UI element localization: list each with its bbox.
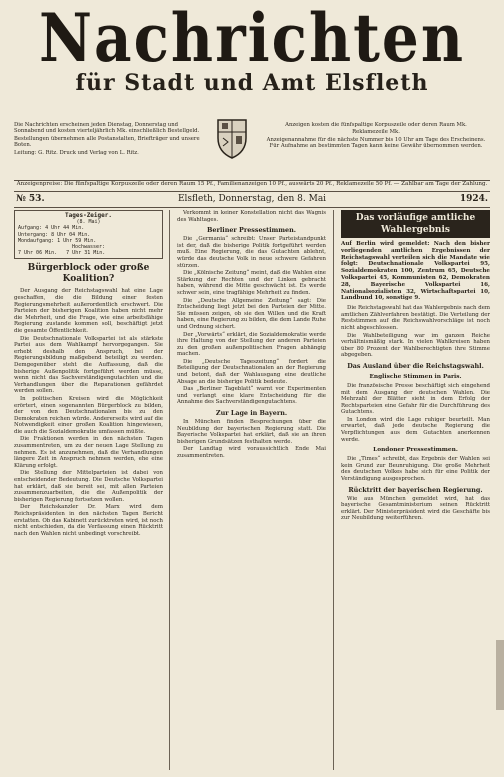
article-paragraph: Die „Deutsche Allgemeine Zeitung“ sagt: Die Entscheidung liegt jetzt bei den Parteien der Mitte. Sie müssen zeigen, ob sie den Willen und die Kraft haben, eine Regierung zu bilden, die dem Lande Ruhe und Ordnung sichert. bbox=[177, 297, 326, 330]
info-right-line: Anzeigen kosten die fünfspaltige Korpuszeile oder deren Raum Mk. bbox=[285, 122, 467, 128]
article-paragraph: Die Stellung der Mittelparteien ist dabei von entscheidender Bedeutung. Die Deutsche Volkspartei hat erklärt, daß sie bereit sei, mit allen Parteien zusammenzuarbeiten, die die Außenpolitik der bisherigen Regierung fortsetzen wollen. bbox=[14, 470, 163, 503]
article-paragraph: Der Ausgang der Reichstagswahl hat eine Lage geschaffen, die die Bildung einer festen Regierungsmehrheit außerordentlich erschwert. Die Parteien der bisherigen Koalition haben nicht mehr die Mehrheit, und die Frage, wie eine arbeitsfähige Regierung zustande kommen soll, beschäftigt jetzt die gesamte Öffentlichkeit. bbox=[14, 288, 163, 334]
advertising-info bbox=[263, 122, 489, 151]
tageszeiger-line: Aufgang: 4 Uhr 44 Min. bbox=[18, 225, 85, 232]
masthead bbox=[0, 0, 504, 118]
newspaper-subtitle: für Stadt und Amt Elsfleth bbox=[75, 70, 429, 96]
article-paragraph: In politischen Kreisen wird die Möglichkeit erörtert, einen sogenannten Bürgerblock zu bilden, der von den Deutschnationalen bis zu den Demokraten reichen würde. Andererseits wird auf die Notwendigkeit einer großen Koalition hingewiesen, die auch die Sozialdemokratie umfassen müßte. bbox=[14, 395, 163, 435]
coat-of-arms-icon bbox=[214, 116, 250, 160]
column-divider bbox=[333, 210, 334, 770]
article-headline: Das Ausland über die Reichstagswahl. bbox=[347, 361, 484, 370]
article-paragraph: Die „Deutsche Tageszeitung“ fordert die Beteiligung der Deutschnationalen an der Regierung und betont, daß der Wahlausgang eine deutliche Absage an die bisherige Politik bedeute. bbox=[177, 358, 326, 385]
article-subheadline: Englische Stimmen in Paris. bbox=[369, 373, 462, 380]
issue-year: 1924. bbox=[459, 194, 488, 204]
column-2 bbox=[177, 210, 326, 770]
ad-price-line: Anzeigenpreise: Die fünfspaltige Korpuszeile oder deren Raum 15 Pf., Familienanzeigen 10 Pf., auswärts 20 Pf., Reklamezeile 50 Pf. — Zahlbar am Tage der Zahlung. bbox=[14, 180, 490, 188]
dateline bbox=[14, 191, 490, 208]
article-paragraph: Die Wahlbeteiligung war im ganzen Reiche verhältnismäßig stark. In vielen Wahlkreisen haben über 80 Prozent der Wahlberechtigten ihre Stimme abgegeben. bbox=[341, 332, 490, 359]
archive-stamp bbox=[496, 640, 504, 710]
tageszeiger-line: Hochwasser: bbox=[71, 244, 106, 251]
info-right-line: Reklamezeile Mk. bbox=[352, 129, 400, 136]
column-3 bbox=[341, 210, 490, 770]
issue-number: № 53. bbox=[16, 194, 45, 204]
info-left-line: Leitung: G. Ritz. Druck und Verlag von L. Ritz. bbox=[14, 149, 139, 156]
article-paragraph: Die „Times“ schreibt, das Ergebnis der Wahlen sei kein Grund zur Beunruhigung. Die große Mehrheit des deutschen Volkes habe sich für eine Politik der Verständigung ausgesprochen. bbox=[341, 456, 490, 483]
tageszeiger-title: Tages-Zeiger. bbox=[65, 212, 112, 219]
article-headline: Berliner Pressestimmen. bbox=[207, 226, 296, 235]
article-paragraph: Die Fraktionen werden in den nächsten Tagen zusammentreten, um zu der neuen Lage Stellung zu nehmen. Es ist anzunehmen, daß die Verhandlungen längere Zeit in Anspruch nehmen werden, ehe eine Klärung erfolgt. bbox=[14, 436, 163, 469]
article-paragraph: Der Landtag wird voraussichtlich Ende Mai zusammentreten. bbox=[177, 446, 326, 459]
article-paragraph: Die Reichstagswahl hat das Wahlergebnis nach dem amtlichen Zählverfahren bestätigt. Die Verteilung der Reststimmen auf die Reichswahlvorschläge ist noch nicht abgeschlossen. bbox=[341, 305, 490, 331]
article-paragraph: Das „Berliner Tageblatt“ warnt vor Experimenten und verlangt eine klare Entscheidung für die Annahme des Sachverständigengutachtens. bbox=[177, 386, 326, 406]
article-paragraph: In London wird die Lage ruhiger beurteilt. Man erwartet, daß jede deutsche Regierung die Verpflichtungen aus dem Gutachten anerkennen werde. bbox=[341, 416, 490, 443]
election-result-headline: Das vorläufige amtliche Wahlergebnis bbox=[341, 210, 490, 238]
article-paragraph: Der „Vorwärts“ erklärt, die Sozialdemokratie werde ihre Haltung von der Stellung der anderen Parteien zu den großen außenpolitischen Fragen abhängig machen. bbox=[177, 331, 326, 358]
place-date: Elsfleth, Donnerstag, den 8. Mai bbox=[177, 194, 327, 204]
article-paragraph: Wie aus München gemeldet wird, hat das bayerische Gesamtministerium seinen Rücktritt erklärt. Der Ministerpräsident wird die Geschäfte bis zur Neubildung weiterführen. bbox=[341, 495, 490, 522]
article-headline: Rücktritt der bayerischen Regierung. bbox=[348, 485, 483, 494]
subscription-info bbox=[14, 122, 204, 157]
article-headline: Zur Lage in Bayern. bbox=[215, 409, 288, 418]
article-headline: Bürgerblock oder große Koalition? bbox=[27, 263, 150, 285]
column-divider bbox=[169, 210, 170, 770]
article-subheadline: Londoner Pressestimmen. bbox=[373, 447, 458, 454]
tageszeiger-line: Untergang: 8 Uhr 04 Min. bbox=[18, 231, 91, 238]
article-paragraph: Die französische Presse beschäftigt sich eingehend mit dem Ausgang der deutschen Wahlen. Die Mehrzahl der Blätter sieht in dem Erfolg der Rechtsparteien eine Gefahr für die Durchführung des Gutachtens. bbox=[341, 382, 490, 416]
article-intro: Verkommt in keiner Konstellation nicht das Wagnis des Wahltages. bbox=[177, 210, 326, 223]
election-result-lead: Auf Berlin wird gemeldet: Nach den bisher vorliegenden amtlichen Ergebnissen der Reichstagswahl verteilen sich die Mandate wie folgt: Deutschnationale Volkspartei 95, Sozialdemokraten 100, Zentrum 65, Deutsche Volkspartei 45, Kommunisten 62, Demokraten 28, Bayerische Volkspartei 16, Nationalsozialisten 32, Wirtschaftspartei 10, Landbund 10, sonstige 9. bbox=[341, 241, 490, 302]
tageszeiger-line: Mondaufgang: 1 Uhr 59 Min. bbox=[18, 237, 97, 244]
tageszeiger-line: 7 Uhr 06 Min. 7 Uhr 31 Min. bbox=[18, 250, 106, 257]
article-paragraph: Der Reichskanzler Dr. Marx wird dem Reichspräsidenten in den nächsten Tagen Bericht erstatten. Ob das Kabinett zurücktreten wird, ist noch nicht entschieden, da die Verfassung einen Rücktritt nach den Wahlen nicht unbedingt vorschreibt. bbox=[14, 504, 163, 537]
column-1 bbox=[14, 210, 163, 770]
tageszeiger-box bbox=[14, 210, 163, 259]
article-paragraph: Die Deutschnationale Volkspartei ist als stärkste Partei aus dem Wahlkampf hervorgegangen. Sie erhebt deshalb den Anspruch, bei der Regierungsbildung maßgebend beteiligt zu werden. Demgegenüber steht die Auffassung, daß die bisherige Außenpolitik fortgeführt werden müsse, wenn nicht das Sachverständigengutachten und die Verhandlungen über die Reparationen gefährdet werden sollen. bbox=[14, 335, 163, 395]
info-left-line: Die Nachrichten erscheinen jeden Dienstag, Donnerstag und Sonnabend und kosten vierteljährlich Mk. einschließlich Bestellgeld. bbox=[14, 122, 200, 135]
tageszeiger-line: (8. Mai) bbox=[76, 219, 101, 226]
newspaper-title: Nachrichten bbox=[38, 0, 466, 78]
info-left-line: Bestellungen übernehmen alle Postanstalten, Briefträger und unsere Boten. bbox=[14, 135, 200, 149]
info-right-line: Anzeigenannahme für die nächste Nummer bis 10 Uhr am Tage des Erscheinens. Für Aufnahme an bestimmten Tagen kann keine Gewähr übernommen werden. bbox=[266, 136, 486, 150]
article-paragraph: Die „Germania“ schreibt: Unser Parteistandpunkt ist der, daß die bisherige Politik fortgeführt werden muß. Eine Regierung, die das Gutachten ablehnt, würde das deutsche Volk in neue schwere Gefahren stürzen. bbox=[177, 236, 326, 269]
article-paragraph: In München finden Besprechungen über die Neubildung der bayerischen Regierung statt. Die Bayerische Volkspartei hat erklärt, daß sie an ihren bisherigen Grundsätzen festhalten werde. bbox=[177, 419, 326, 445]
article-paragraph: Die „Kölnische Zeitung“ meint, daß die Wahlen eine Stärkung der Rechten und der Linken gebracht haben, während die Mitte geschwächt ist. Es werde schwer sein, eine tragfähige Mehrheit zu finden. bbox=[177, 270, 326, 296]
